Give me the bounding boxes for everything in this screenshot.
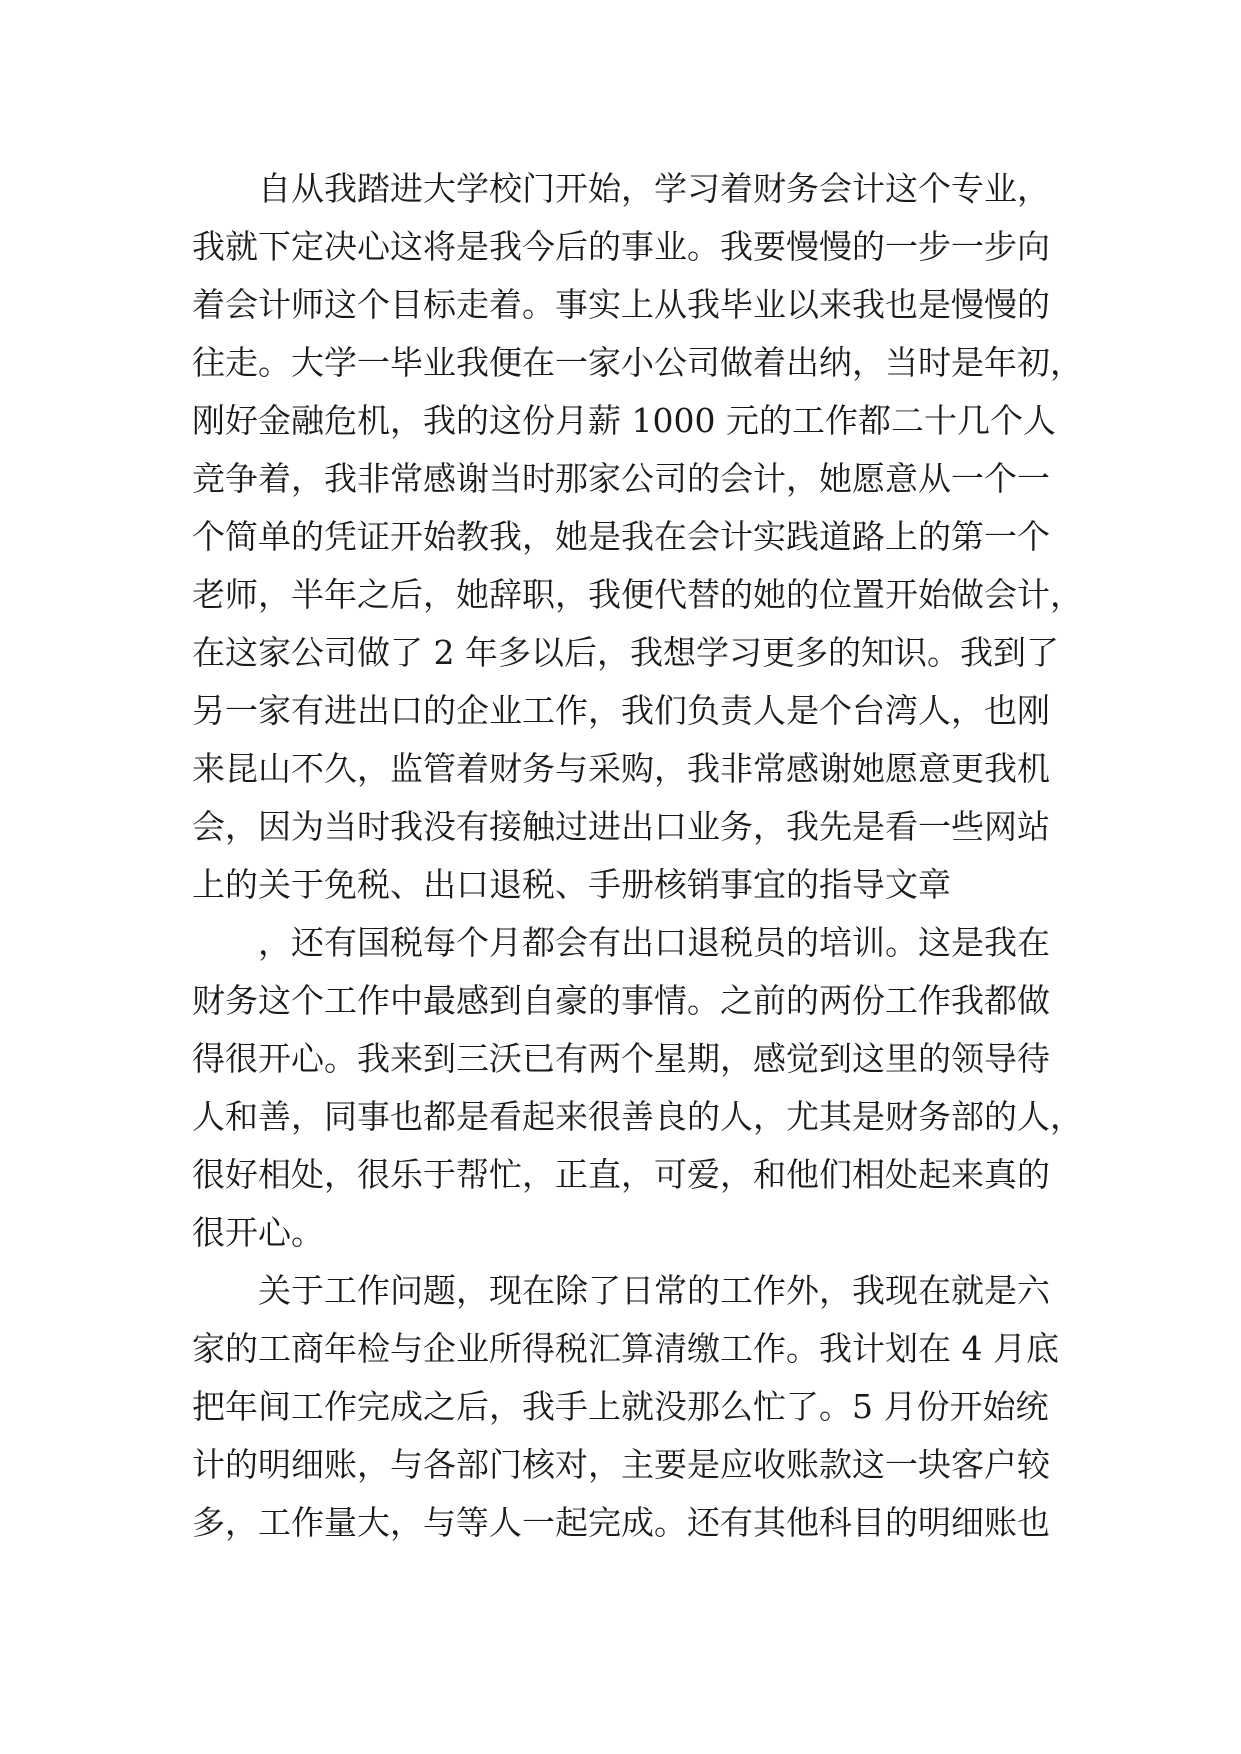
text-line: ，还有国税每个月都会有出口退税员的培训。这是我在 <box>258 923 1050 962</box>
text-line: 上的关于免税、出口退税、手册核销事宜的指导文章 <box>192 865 951 904</box>
text-line: 财务这个工作中最感到自豪的事情。之前的两份工作我都做 <box>192 981 1050 1020</box>
text-line: 竞争着，我非常感谢当时那家公司的会计，她愿意从一个一 <box>192 459 1050 498</box>
text-line: 得很开心。我来到三沃已有两个星期，感觉到这里的领导待 <box>192 1039 1050 1078</box>
text-line: 会，因为当时我没有接触过进出口业务，我先是看一些网站 <box>192 807 1050 846</box>
text-line: 另一家有进出口的企业工作，我们负责人是个台湾人，也刚 <box>192 691 1050 730</box>
text-line: 计的明细账，与各部门核对，主要是应收账款这一块客户较 <box>192 1445 1050 1484</box>
text-line: 我就下定决心这将是我今后的事业。我要慢慢的一步一步向 <box>192 227 1050 266</box>
text-line: 很开心。 <box>192 1213 324 1252</box>
text-line: 在这家公司做了 2 年多以后，我想学习更多的知识。我到了 <box>192 633 1059 672</box>
text-line: 把年间工作完成之后，我手上就没那么忙了。5 月份开始统 <box>192 1387 1049 1426</box>
text-line: 自从我踏进大学校门开始，学习着财务会计这个专业， <box>258 169 1050 208</box>
text-line: 来昆山不久，监管着财务与采购，我非常感谢她愿意更我机 <box>192 749 1050 788</box>
body-text <box>192 160 1083 1552</box>
text-line: 多，工作量大，与等人一起完成。还有其他科目的明细账也 <box>192 1503 1050 1542</box>
text-line: 家的工商年检与企业所得税汇算清缴工作。我计划在 4 月底 <box>192 1329 1059 1368</box>
text-line: 往走。大学一毕业我便在一家小公司做着出纳，当时是年初， <box>192 343 1083 382</box>
text-line: 关于工作问题，现在除了日常的工作外，我现在就是六 <box>258 1271 1050 1310</box>
text-line: 很好相处，很乐于帮忙，正直，可爱，和他们相处起来真的 <box>192 1155 1050 1194</box>
text-line: 老师，半年之后，她辞职，我便代替的她的位置开始做会计， <box>192 575 1083 614</box>
text-line: 人和善，同事也都是看起来很善良的人，尤其是财务部的人， <box>192 1097 1083 1136</box>
text-line: 个简单的凭证开始教我，她是我在会计实践道路上的第一个 <box>192 517 1050 556</box>
text-line: 着会计师这个目标走着。事实上从我毕业以来我也是慢慢的 <box>192 285 1050 324</box>
text-line: 刚好金融危机，我的这份月薪 1000 元的工作都二十几个人 <box>192 401 1056 440</box>
